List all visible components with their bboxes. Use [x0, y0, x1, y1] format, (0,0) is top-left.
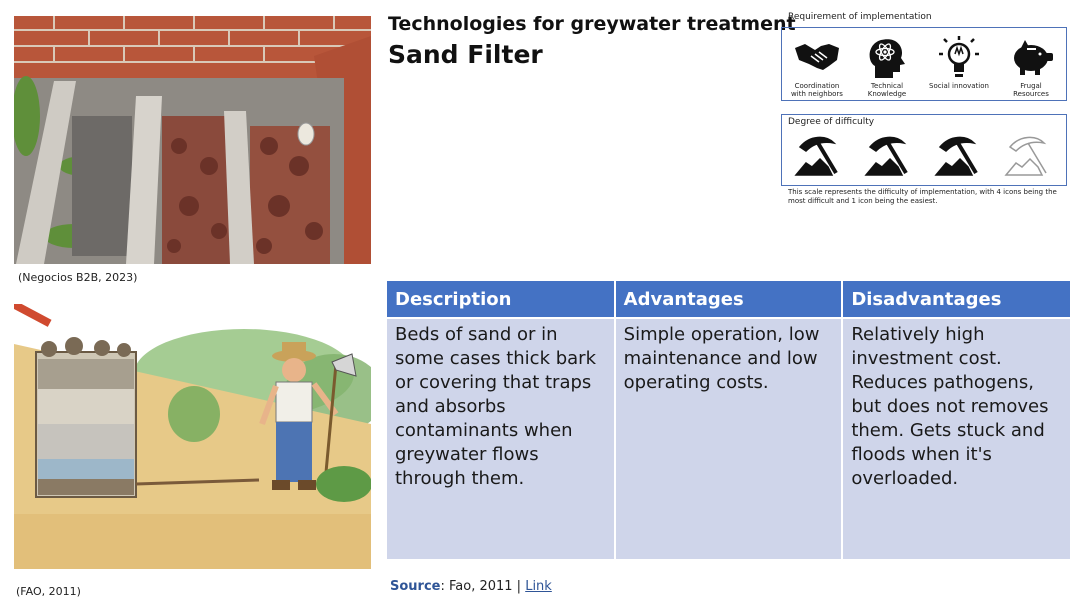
lightbulb-icon: [935, 34, 983, 80]
page-title: Technologies for greywater treatment: [388, 13, 796, 35]
pickaxe-icon: [862, 133, 912, 179]
cell-description: Beds of sand or in some cases thick bark or covering that traps and absorbs contaminants when greywater flows through them.: [387, 318, 615, 559]
filter-chambers-photo: [14, 16, 371, 264]
table-header-row: [387, 281, 1070, 318]
header-description: Description: [387, 281, 615, 318]
pickaxe-icon-filled: [932, 133, 982, 183]
requirements-label: Requirement of implementation: [788, 12, 932, 22]
requirement-label-line2: Resources: [1013, 90, 1049, 98]
difficulty-panel: [781, 114, 1067, 186]
farmer-illustration: [14, 304, 371, 569]
requirement-label-line2: with neighbors: [791, 90, 843, 98]
cell-disadvantages: Relatively high investment cost. Reduces pathogens, but does not removes them. Gets stuck and floods when it's overloaded.: [842, 318, 1070, 559]
source-link[interactable]: Link: [525, 579, 552, 594]
page-subtitle: Sand Filter: [388, 40, 543, 69]
pickaxe-icon-filled: [862, 133, 912, 183]
pickaxe-icon: [1002, 133, 1052, 179]
photo2-caption: (FAO, 2011): [16, 585, 81, 598]
requirement-coordination: [782, 34, 852, 98]
requirement-label-line1: Frugal: [1020, 82, 1042, 90]
pickaxe-icon-filled: [792, 133, 842, 183]
handshake-icon: [793, 34, 841, 80]
source-line: [390, 579, 552, 594]
requirement-label-line1: Coordination: [794, 82, 840, 90]
source-label: Source: [390, 579, 441, 594]
source-text: : Fao, 2011 |: [440, 579, 526, 594]
photo1-caption: (Negocios B2B, 2023): [18, 271, 138, 284]
requirement-label-line1: Technical: [870, 82, 904, 90]
requirement-label-line2: Knowledge: [867, 90, 907, 98]
comparison-table: [387, 281, 1070, 559]
requirement-social-innovation: [924, 34, 994, 90]
requirement-frugal: [996, 34, 1066, 98]
pickaxe-icon: [792, 133, 842, 179]
difficulty-label: Degree of difficulty: [788, 117, 875, 127]
pickaxe-icon: [932, 133, 982, 179]
pickaxe-icon-empty: [1002, 133, 1052, 183]
requirements-panel: [781, 27, 1067, 101]
piggy-bank-icon: [1007, 34, 1055, 80]
difficulty-note: This scale represents the difficulty of implementation, with 4 icons being the most difficult and 1 icon being the easiest.: [788, 188, 1057, 205]
requirement-label-line1: Social innovation: [929, 82, 989, 90]
header-disadvantages: Disadvantages: [842, 281, 1070, 318]
head-atom-icon: [863, 34, 911, 80]
header-advantages: Advantages: [615, 281, 843, 318]
requirement-technical: [852, 34, 922, 98]
table-row: [387, 318, 1070, 559]
cell-advantages: Simple operation, low maintenance and low operating costs.: [615, 318, 843, 559]
